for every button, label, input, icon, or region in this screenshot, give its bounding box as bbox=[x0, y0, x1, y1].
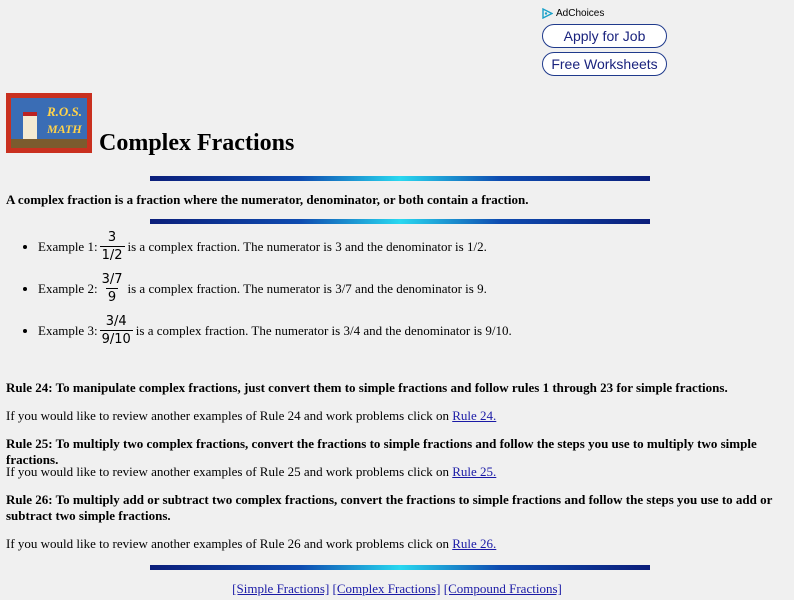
page-title: Complex Fractions bbox=[99, 130, 295, 156]
list-item bbox=[38, 314, 738, 348]
fraction bbox=[100, 230, 125, 264]
example-label: • Example 1: bbox=[38, 239, 98, 254]
rule-26-link[interactable]: Rule 26. bbox=[452, 536, 497, 551]
rule-25-link[interactable]: Rule 25. bbox=[452, 464, 497, 479]
logo-text-line1: R.O.S. bbox=[47, 104, 83, 119]
examples-list bbox=[6, 230, 738, 348]
rule-26-review bbox=[6, 536, 792, 552]
rule-25-heading: Rule 25: To multiply two complex fractions, convert the fractions to simple fractions and follow the steps you use to multiply two simple fractions. bbox=[6, 436, 757, 467]
rule-25-review bbox=[6, 464, 792, 480]
rule-24-review-text: If you would like to review another examples of Rule 24 and work problems click on bbox=[6, 408, 453, 423]
nav-compound-fractions-link[interactable]: [Compound Fractions] bbox=[443, 581, 562, 596]
lighthouse-logo-image bbox=[11, 98, 87, 148]
rule-25-review-text: If you would like to review another examples of Rule 25 and work problems click on bbox=[6, 464, 453, 479]
rule-24-review bbox=[6, 408, 792, 424]
free-worksheets-button[interactable]: Free Worksheets bbox=[542, 52, 667, 76]
example-text: is a complex fraction. The numerator is 3/4 and the denominator is 9/10. bbox=[135, 323, 512, 338]
rule-24-heading: Rule 24: To manipulate complex fractions, just convert them to simple fractions and follow rules 1 through 23 for simple fractions. bbox=[6, 380, 728, 395]
apply-for-job-button[interactable]: Apply for Job bbox=[542, 24, 667, 48]
nav-complex-fractions-link[interactable]: [Complex Fractions] bbox=[332, 581, 441, 596]
divider bbox=[150, 176, 650, 181]
adchoices-link[interactable] bbox=[542, 6, 672, 20]
list-item bbox=[38, 230, 738, 264]
fraction-numerator: 3/4 bbox=[105, 314, 127, 329]
ad-block bbox=[542, 6, 672, 76]
intro-text: A complex fraction is a fraction where the numerator, denominator, or both contain a fraction. bbox=[6, 192, 529, 207]
logo-text-line2: MATH bbox=[47, 122, 82, 136]
nav-simple-fractions-link[interactable]: [Simple Fractions] bbox=[232, 581, 330, 596]
example-text: is a complex fraction. The numerator is 3 and the denominator is 1/2. bbox=[127, 239, 487, 254]
fraction-denominator: 9/10 bbox=[101, 332, 131, 347]
adchoices-label: AdChoices bbox=[556, 7, 605, 19]
rule-26-review-text: If you would like to review another examples of Rule 26 and work problems click on bbox=[6, 536, 453, 551]
adchoices-icon bbox=[542, 8, 553, 19]
fraction bbox=[100, 272, 125, 306]
example-text: is a complex fraction. The numerator is 3/7 and the denominator is 9. bbox=[127, 281, 487, 296]
rule-26-heading: Rule 26: To multiply add or subtract two complex fractions, convert the fractions to simple fractions and follow the steps you use to add or subtract two simple fractions. bbox=[6, 492, 773, 523]
example-label: • Example 3: bbox=[38, 323, 98, 338]
fraction bbox=[100, 314, 133, 348]
divider bbox=[150, 219, 650, 224]
divider bbox=[150, 565, 650, 570]
rule-24-link[interactable]: Rule 24. bbox=[452, 408, 497, 423]
footer-nav bbox=[0, 581, 794, 597]
fraction-numerator: 3 bbox=[107, 230, 117, 245]
example-label: • Example 2: bbox=[38, 281, 98, 296]
fraction-denominator: 1/2 bbox=[101, 248, 123, 263]
fraction-numerator: 3/7 bbox=[101, 272, 123, 287]
fraction-denominator: 9 bbox=[107, 290, 117, 305]
list-item bbox=[38, 272, 738, 306]
site-logo[interactable] bbox=[6, 93, 92, 153]
